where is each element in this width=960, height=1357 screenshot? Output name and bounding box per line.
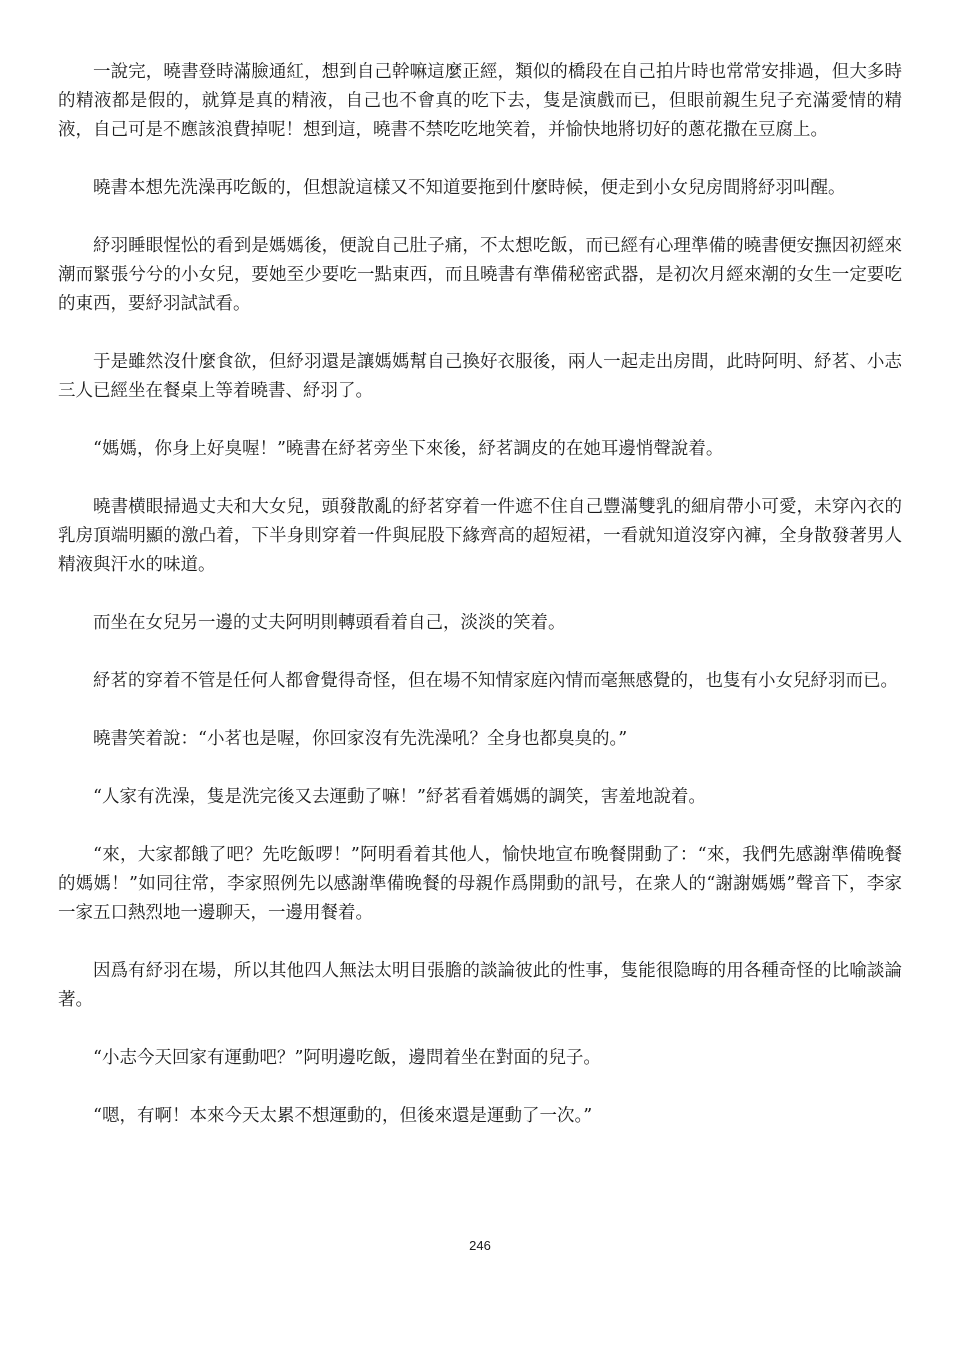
paragraph-10: “人家有洗澡，隻是洗完後又去運動了嘛！”紓茗看着媽媽的調笑，害羞地說着。 <box>93 787 706 807</box>
paragraph-1: 一說完，曉書登時滿臉通紅，想到自己幹嘛這麼正經，類似的橋段在自己拍片時也常常安排過，但大多時的精液都是假的，就算是真的精液，自己也不會真的吃下去，隻是演戲而已，但眼前親生兒子充滿愛情的精液，自己可是不應該浪費掉呢！想到這，曉書不禁吃吃地笑着，并愉快地將切好的蔥花撒在豆腐上。 <box>58 62 902 140</box>
paragraph-2: 曉書本想先洗澡再吃飯的，但想說這樣又不知道要拖到什麼時候，便走到小女兒房間將紓羽叫醒。 <box>93 178 846 198</box>
paragraph-14: “嗯，有啊！本來今天太累不想運動的，但後來還是運動了一次。” <box>93 1106 593 1126</box>
paragraph-13: “小志今天回家有運動吧？”阿明邊吃飯，邊問着坐在對面的兒子。 <box>93 1048 601 1068</box>
paragraph-8: 紓茗的穿着不管是任何人都會覺得奇怪，但在場不知情家庭內情而毫無感覺的，也隻有小女兒紓羽而已。 <box>93 671 898 691</box>
paragraph-9: 曉書笑着說：“小茗也是喔，你回家沒有先洗澡吼？全身也都臭臭的。” <box>93 729 628 749</box>
paragraph-11: “來，大家都餓了吧？先吃飯啰！”阿明看着其他人，愉快地宣布晚餐開動了：“來，我們先感謝準備晚餐的媽媽！”如同往常，李家照例先以感謝準備晚餐的母親作爲開動的訊号，在衆人的“謝謝媽媽”聲音下，李家一家五口熱烈地一邊聊天，一邊用餐着。 <box>58 845 902 923</box>
paragraph-4: 于是雖然沒什麼食欲，但紓羽還是讓媽媽幫自己換好衣服後，兩人一起走出房間，此時阿明、紓茗、小志三人已經坐在餐桌上等着曉書、紓羽了。 <box>58 352 902 401</box>
paragraph-3: 紓羽睡眼惺忪的看到是媽媽後，便說自己肚子痛，不太想吃飯，而已經有心理準備的曉書便安撫因初經來潮而緊張兮兮的小女兒，要她至少要吃一點東西，而且曉書有準備秘密武器，是初次月經來潮的女生一定要吃的東西，要紓羽試試看。 <box>58 236 902 314</box>
paragraph-12: 因爲有紓羽在場，所以其他四人無法太明目張膽的談論彼此的性事，隻能很隐晦的用各種奇怪的比喻談論著。 <box>58 961 902 1010</box>
paragraph-7: 而坐在女兒另一邊的丈夫阿明則轉頭看着自己，淡淡的笑着。 <box>93 613 566 633</box>
body-text <box>58 58 902 1160</box>
paragraph-6: 曉書横眼掃過丈夫和大女兒，頭發散亂的紓茗穿着一件遮不住自己豐滿雙乳的細肩帶小可愛，未穿內衣的乳房頂端明顯的激凸着，下半身則穿着一件與屁股下緣齊高的超短裙，一看就知道沒穿內褲，全身散發著男人精液與汗水的味道。 <box>58 497 902 575</box>
paragraph-5: “媽媽，你身上好臭喔！”曉書在紓茗旁坐下來後，紓茗調皮的在她耳邊悄聲說着。 <box>93 439 724 459</box>
page-number: 246 <box>469 1238 491 1253</box>
